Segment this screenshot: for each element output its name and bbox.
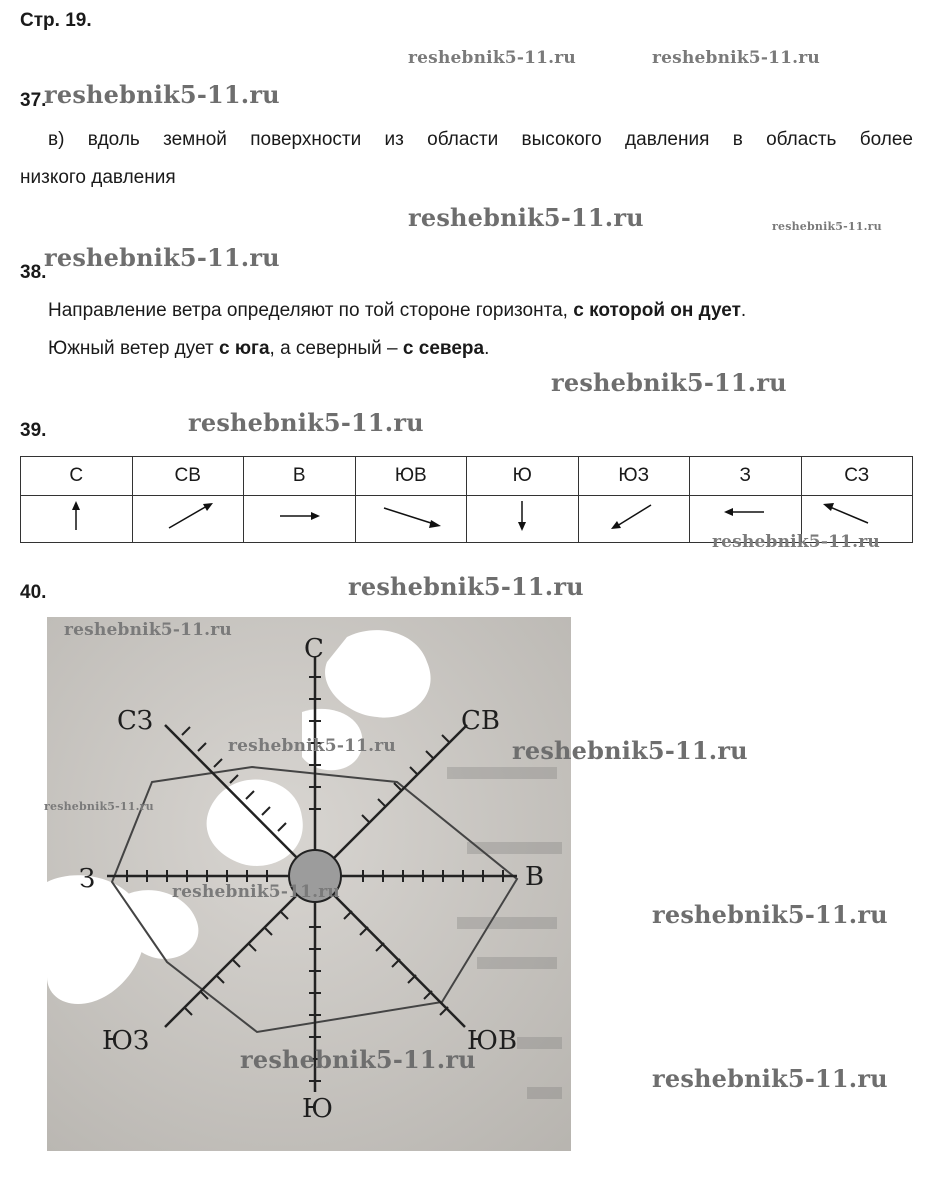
watermark: reshebnik5-11.ru (551, 368, 787, 397)
question-38-answer (48, 292, 913, 368)
direction-cell: ЮЗ (578, 457, 690, 496)
watermark: reshebnik5-11.ru (512, 736, 748, 765)
watermark: reshebnik5-11.ru (44, 800, 154, 813)
question-39-number: 39. (20, 420, 47, 441)
watermark: reshebnik5-11.ru (348, 572, 584, 601)
arrow-north-icon (21, 496, 131, 536)
label-northeast: СВ (461, 706, 500, 736)
label-east: В (525, 862, 545, 892)
direction-cell: С (21, 457, 133, 496)
label-west: З (79, 864, 96, 894)
watermark: reshebnik5-11.ru (408, 203, 644, 232)
watermark: reshebnik5-11.ru (172, 882, 340, 902)
question-40-number: 40. (20, 582, 47, 603)
label-south: Ю (302, 1094, 334, 1124)
label-north: С (304, 634, 324, 664)
arrow-southwest-icon (579, 496, 689, 536)
direction-cell: В (244, 457, 356, 496)
page-title: Стр. 19. (20, 10, 92, 31)
direction-cell: ЮВ (355, 457, 467, 496)
watermark: reshebnik5-11.ru (652, 900, 888, 929)
answer-38-line-1: Направление ветра определяют по той стороне горизонта, с которой он дует. (48, 300, 747, 321)
watermark: reshebnik5-11.ru (652, 1064, 888, 1093)
arrow-west-icon (690, 496, 800, 536)
label-southwest: ЮЗ (102, 1026, 150, 1056)
watermark: reshebnik5-11.ru (772, 220, 882, 233)
watermark: reshebnik5-11.ru (228, 736, 396, 756)
answer-37-line-2: низкого давления (20, 167, 176, 188)
answer-37-line-1: в) вдоль земной поверхности из области высокого давления в область более (48, 129, 913, 150)
arrow-southeast-icon (356, 496, 466, 536)
watermark: reshebnik5-11.ru (44, 80, 280, 109)
watermark: reshebnik5-11.ru (188, 408, 424, 437)
direction-cell: Ю (467, 457, 579, 496)
answer-38-line-2: Южный ветер дует с юга, а северный – с севера. (48, 338, 490, 359)
question-37-answer (20, 121, 913, 197)
wind-directions-table (20, 456, 913, 543)
arrow-northwest-icon (802, 496, 912, 536)
question-38-number: 38. (20, 262, 47, 283)
watermark: reshebnik5-11.ru (44, 243, 280, 272)
watermark: reshebnik5-11.ru (240, 1045, 476, 1074)
question-37-number: 37. (20, 90, 47, 111)
arrow-east-icon (244, 496, 354, 536)
watermark: reshebnik5-11.ru (712, 532, 880, 552)
watermark: reshebnik5-11.ru (408, 48, 576, 68)
label-southeast: ЮВ (467, 1026, 518, 1056)
arrow-northeast-icon (133, 496, 243, 536)
label-northwest: СЗ (117, 706, 154, 736)
watermark: reshebnik5-11.ru (64, 620, 232, 640)
direction-cell: З (690, 457, 802, 496)
direction-cell: СВ (132, 457, 244, 496)
direction-cell: СЗ (801, 457, 913, 496)
watermark: reshebnik5-11.ru (652, 48, 820, 68)
table-header-row (21, 457, 913, 496)
arrow-south-icon (467, 496, 577, 536)
